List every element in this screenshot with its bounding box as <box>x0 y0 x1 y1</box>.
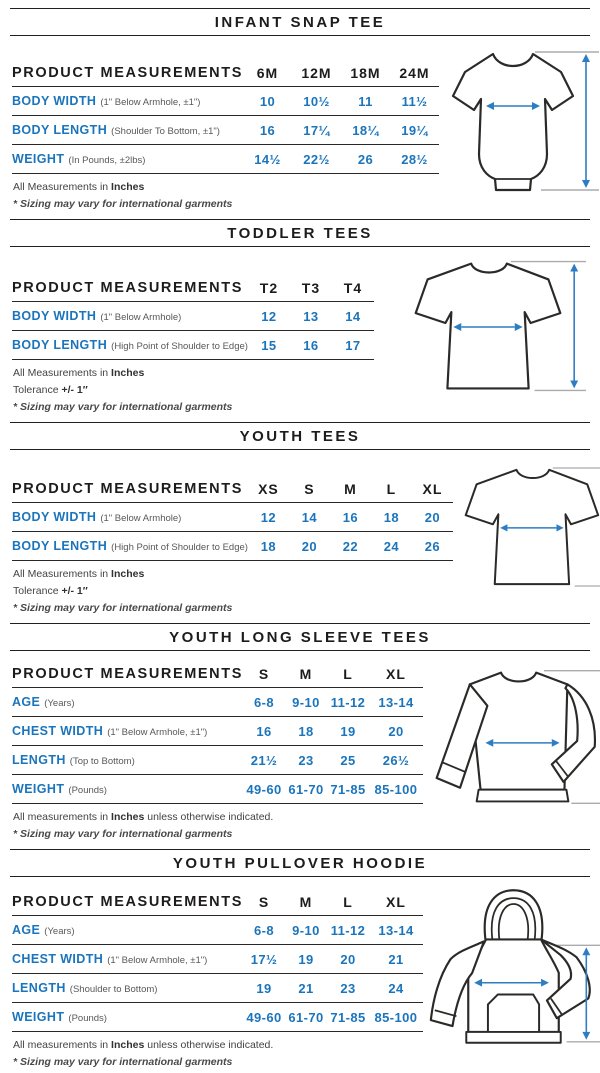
measurement-value: 17 <box>332 331 374 360</box>
footnotes <box>12 367 374 413</box>
measurement-value: 23 <box>285 746 327 775</box>
footnote-tolerance: Tolerance +/- 1″ <box>13 384 88 396</box>
footnote-sizing: * Sizing may vary for international garments <box>13 401 233 413</box>
hem-band <box>477 790 569 802</box>
measurement-value: 71-85 <box>327 775 369 804</box>
table-row <box>12 331 374 360</box>
table-row <box>12 87 439 116</box>
measurement-value: 11½ <box>390 87 439 116</box>
column-header: M <box>285 661 327 688</box>
footnotes <box>12 181 439 210</box>
row-note: (Shoulder to Bottom) <box>69 984 158 995</box>
row-note: (1" Below Armhole, ±1") <box>107 727 208 738</box>
row-label: WEIGHT <box>12 1010 65 1024</box>
row-note: (Years) <box>44 698 75 709</box>
measurement-value: 18 <box>285 717 327 746</box>
tee-figure <box>453 456 600 598</box>
section-youth-long-sleeve-tees <box>0 623 600 845</box>
column-header: L <box>327 661 369 688</box>
section-youth-pullover-hoodie <box>0 849 600 1073</box>
measurement-value: 24 <box>369 974 423 1003</box>
section-title-bar <box>10 219 590 247</box>
column-header: S <box>243 661 285 688</box>
table-row <box>12 302 374 331</box>
row-label: BODY WIDTH <box>12 94 97 108</box>
column-header: T4 <box>332 275 374 302</box>
table-header: PRODUCT MEASUREMENTS <box>12 889 243 916</box>
measurement-value: 19 <box>285 945 327 974</box>
measurement-value: 11-12 <box>327 916 369 945</box>
measurement-value: 18 <box>371 503 412 532</box>
row-label: BODY LENGTH <box>12 539 108 553</box>
measurement-value: 61-70 <box>285 775 327 804</box>
measurement-value: 16 <box>243 116 292 145</box>
measurement-value: 12 <box>248 503 289 532</box>
measurement-value: 19 <box>327 717 369 746</box>
table-row <box>12 532 453 561</box>
measurement-value: 19 <box>243 974 285 1003</box>
row-note: (1" Below Armhole) <box>100 513 182 524</box>
measurement-value: 85-100 <box>369 1003 423 1032</box>
table-row <box>12 945 423 974</box>
row-label: BODY LENGTH <box>12 123 108 137</box>
footnote-sizing: * Sizing may vary for international garments <box>13 828 233 840</box>
table-header: PRODUCT MEASUREMENTS <box>12 60 243 87</box>
table-row <box>12 974 423 1003</box>
table-header-row <box>12 889 423 916</box>
row-label: AGE <box>12 923 41 937</box>
table-row <box>12 746 423 775</box>
measurement-value: 9-10 <box>285 916 327 945</box>
row-label: CHEST WIDTH <box>12 952 104 966</box>
onesie-outline <box>453 54 573 190</box>
measurement-value: 22½ <box>292 145 341 174</box>
measurement-value: 13-14 <box>369 916 423 945</box>
column-header: XL <box>412 476 453 503</box>
measurement-value: 20 <box>369 717 423 746</box>
measurement-value: 16 <box>330 503 371 532</box>
column-header: T2 <box>248 275 290 302</box>
toddler-tee-illustration <box>384 247 594 397</box>
row-label: BODY WIDTH <box>12 510 97 524</box>
measurement-value: 15 <box>248 331 290 360</box>
section-title: YOUTH LONG SLEEVE TEES <box>169 629 431 646</box>
measurement-value: 21 <box>285 974 327 1003</box>
measurement-value: 21 <box>369 945 423 974</box>
long-sleeve-tee-illustration <box>423 651 600 813</box>
measurement-value: 11-12 <box>327 688 369 717</box>
section-title: INFANT SNAP TEE <box>214 14 386 31</box>
table-row <box>12 503 453 532</box>
footnotes <box>12 568 453 614</box>
row-label: CHEST WIDTH <box>12 724 104 738</box>
table-header-row <box>12 476 453 503</box>
column-header: S <box>243 889 285 916</box>
measurement-value: 16 <box>290 331 332 360</box>
measurement-value: 23 <box>327 974 369 1003</box>
row-note: (In Pounds, ±2lbs) <box>68 155 146 166</box>
body-length-arrow-icon <box>582 54 590 188</box>
table-header: PRODUCT MEASUREMENTS <box>12 476 248 503</box>
row-note: (Shoulder To Bottom, ±1") <box>111 126 220 137</box>
section-title-bar <box>10 623 590 651</box>
measurement-value: 13 <box>290 302 332 331</box>
section-infant-snap-tee <box>0 8 600 215</box>
measurement-value: 17½ <box>243 945 285 974</box>
column-header: M <box>285 889 327 916</box>
footnote-units: All Measurements in Inches <box>13 568 145 580</box>
footnotes <box>12 1039 423 1068</box>
measurement-value: 20 <box>327 945 369 974</box>
measurement-value: 11 <box>341 87 390 116</box>
measurement-value: 6-8 <box>243 916 285 945</box>
footnote-sizing: * Sizing may vary for international garments <box>13 198 233 210</box>
row-label: AGE <box>12 695 41 709</box>
measurement-value: 21½ <box>243 746 285 775</box>
measurement-value: 20 <box>412 503 453 532</box>
row-label: LENGTH <box>12 981 66 995</box>
measurement-value: 26½ <box>369 746 423 775</box>
section-toddler-tees <box>0 219 600 418</box>
row-note: (Years) <box>44 926 75 937</box>
footnote-units: All Measurements in Inches <box>13 181 145 193</box>
kangaroo-pocket <box>488 995 539 1032</box>
column-header: 18M <box>341 60 390 87</box>
measurement-value: 49-60 <box>243 775 285 804</box>
measurements-table <box>12 60 439 174</box>
footnote-tolerance: Tolerance +/- 1″ <box>13 585 88 597</box>
body-length-arrow-icon <box>570 264 578 389</box>
measurement-value: 14½ <box>243 145 292 174</box>
section-title: YOUTH TEES <box>239 428 361 445</box>
hoodie-illustration <box>423 877 600 1047</box>
measurement-value: 25 <box>327 746 369 775</box>
measurement-value: 10 <box>243 87 292 116</box>
measurement-value: 24 <box>371 532 412 561</box>
measurement-value: 12 <box>248 302 290 331</box>
table-row <box>12 688 423 717</box>
footnote-units: All Measurements in Inches <box>13 367 145 379</box>
measurement-value: 9-10 <box>285 688 327 717</box>
row-label: WEIGHT <box>12 782 65 796</box>
table-row <box>12 717 423 746</box>
row-note: (Pounds) <box>68 1013 107 1024</box>
table-header-row <box>12 275 374 302</box>
measurements-table <box>12 661 423 804</box>
measurement-value: 26 <box>412 532 453 561</box>
row-note: (High Point of Shoulder to Edge) <box>111 542 248 553</box>
column-header: S <box>289 476 330 503</box>
table-row <box>12 145 439 174</box>
measurement-value: 71-85 <box>327 1003 369 1032</box>
table-row <box>12 116 439 145</box>
section-title-bar <box>10 422 590 450</box>
column-header: XL <box>369 661 423 688</box>
row-note: (Pounds) <box>68 785 107 796</box>
footnote-sizing: * Sizing may vary for international garments <box>13 602 233 614</box>
youth-tee-illustration <box>453 450 600 598</box>
tee-outline <box>466 470 598 584</box>
measurement-value: 28½ <box>390 145 439 174</box>
hoodie-figure <box>423 887 600 1047</box>
table-row <box>12 775 423 804</box>
table-row <box>12 916 423 945</box>
bottom-band <box>466 1032 560 1043</box>
infant-onesie-illustration <box>439 36 600 194</box>
tee-figure <box>384 255 594 397</box>
body-outline <box>470 673 568 790</box>
measurement-value: 19¼ <box>390 116 439 145</box>
measurement-value: 14 <box>332 302 374 331</box>
row-note: (High Point of Shoulder to Edge) <box>111 341 248 352</box>
measurements-table <box>12 476 453 561</box>
row-label: WEIGHT <box>12 152 65 166</box>
row-note: (1" Below Armhole, ±1") <box>100 97 201 108</box>
measurement-value: 18¼ <box>341 116 390 145</box>
long-sleeve-tee-figure <box>423 663 600 813</box>
column-header: L <box>327 889 369 916</box>
column-header: L <box>371 476 412 503</box>
section-youth-tees <box>0 422 600 619</box>
row-label: BODY WIDTH <box>12 309 97 323</box>
measurements-table <box>12 275 374 360</box>
table-header: PRODUCT MEASUREMENTS <box>12 661 243 688</box>
measurement-value: 18 <box>248 532 289 561</box>
measurement-value: 22 <box>330 532 371 561</box>
column-header: 6M <box>243 60 292 87</box>
section-title: YOUTH PULLOVER HOODIE <box>172 855 428 872</box>
row-label: BODY LENGTH <box>12 338 108 352</box>
measurement-value: 16 <box>243 717 285 746</box>
measurement-value: 61-70 <box>285 1003 327 1032</box>
column-header: T3 <box>290 275 332 302</box>
measurement-value: 14 <box>289 503 330 532</box>
measurement-value: 49-60 <box>243 1003 285 1032</box>
section-title-bar <box>10 849 590 877</box>
measurement-value: 85-100 <box>369 775 423 804</box>
column-header: 12M <box>292 60 341 87</box>
measurement-value: 26 <box>341 145 390 174</box>
column-header: XS <box>248 476 289 503</box>
measurement-value: 6-8 <box>243 688 285 717</box>
table-header-row <box>12 60 439 87</box>
column-header: M <box>330 476 371 503</box>
column-header: XL <box>369 889 423 916</box>
column-header: 24M <box>390 60 439 87</box>
measurement-value: 20 <box>289 532 330 561</box>
row-note: (Top to Bottom) <box>69 756 135 767</box>
row-label: LENGTH <box>12 753 66 767</box>
table-header-row <box>12 661 423 688</box>
measurements-table <box>12 889 423 1032</box>
infant-onesie-figure <box>439 42 600 194</box>
tee-outline <box>416 264 561 389</box>
measurement-value: 10½ <box>292 87 341 116</box>
footnote-units: All measurements in Inches unless otherwise indicated. <box>13 1039 274 1051</box>
footnotes <box>12 811 423 840</box>
measurement-value: 17¼ <box>292 116 341 145</box>
footnote-sizing: * Sizing may vary for international garments <box>13 1056 233 1068</box>
section-title: TODDLER TEES <box>227 225 373 242</box>
table-header: PRODUCT MEASUREMENTS <box>12 275 248 302</box>
row-note: (1" Below Armhole) <box>100 312 182 323</box>
measurement-value: 13-14 <box>369 688 423 717</box>
table-row <box>12 1003 423 1032</box>
row-note: (1" Below Armhole, ±1") <box>107 955 208 966</box>
footnote-units: All measurements in Inches unless otherwise indicated. <box>13 811 274 823</box>
section-title-bar <box>10 8 590 36</box>
